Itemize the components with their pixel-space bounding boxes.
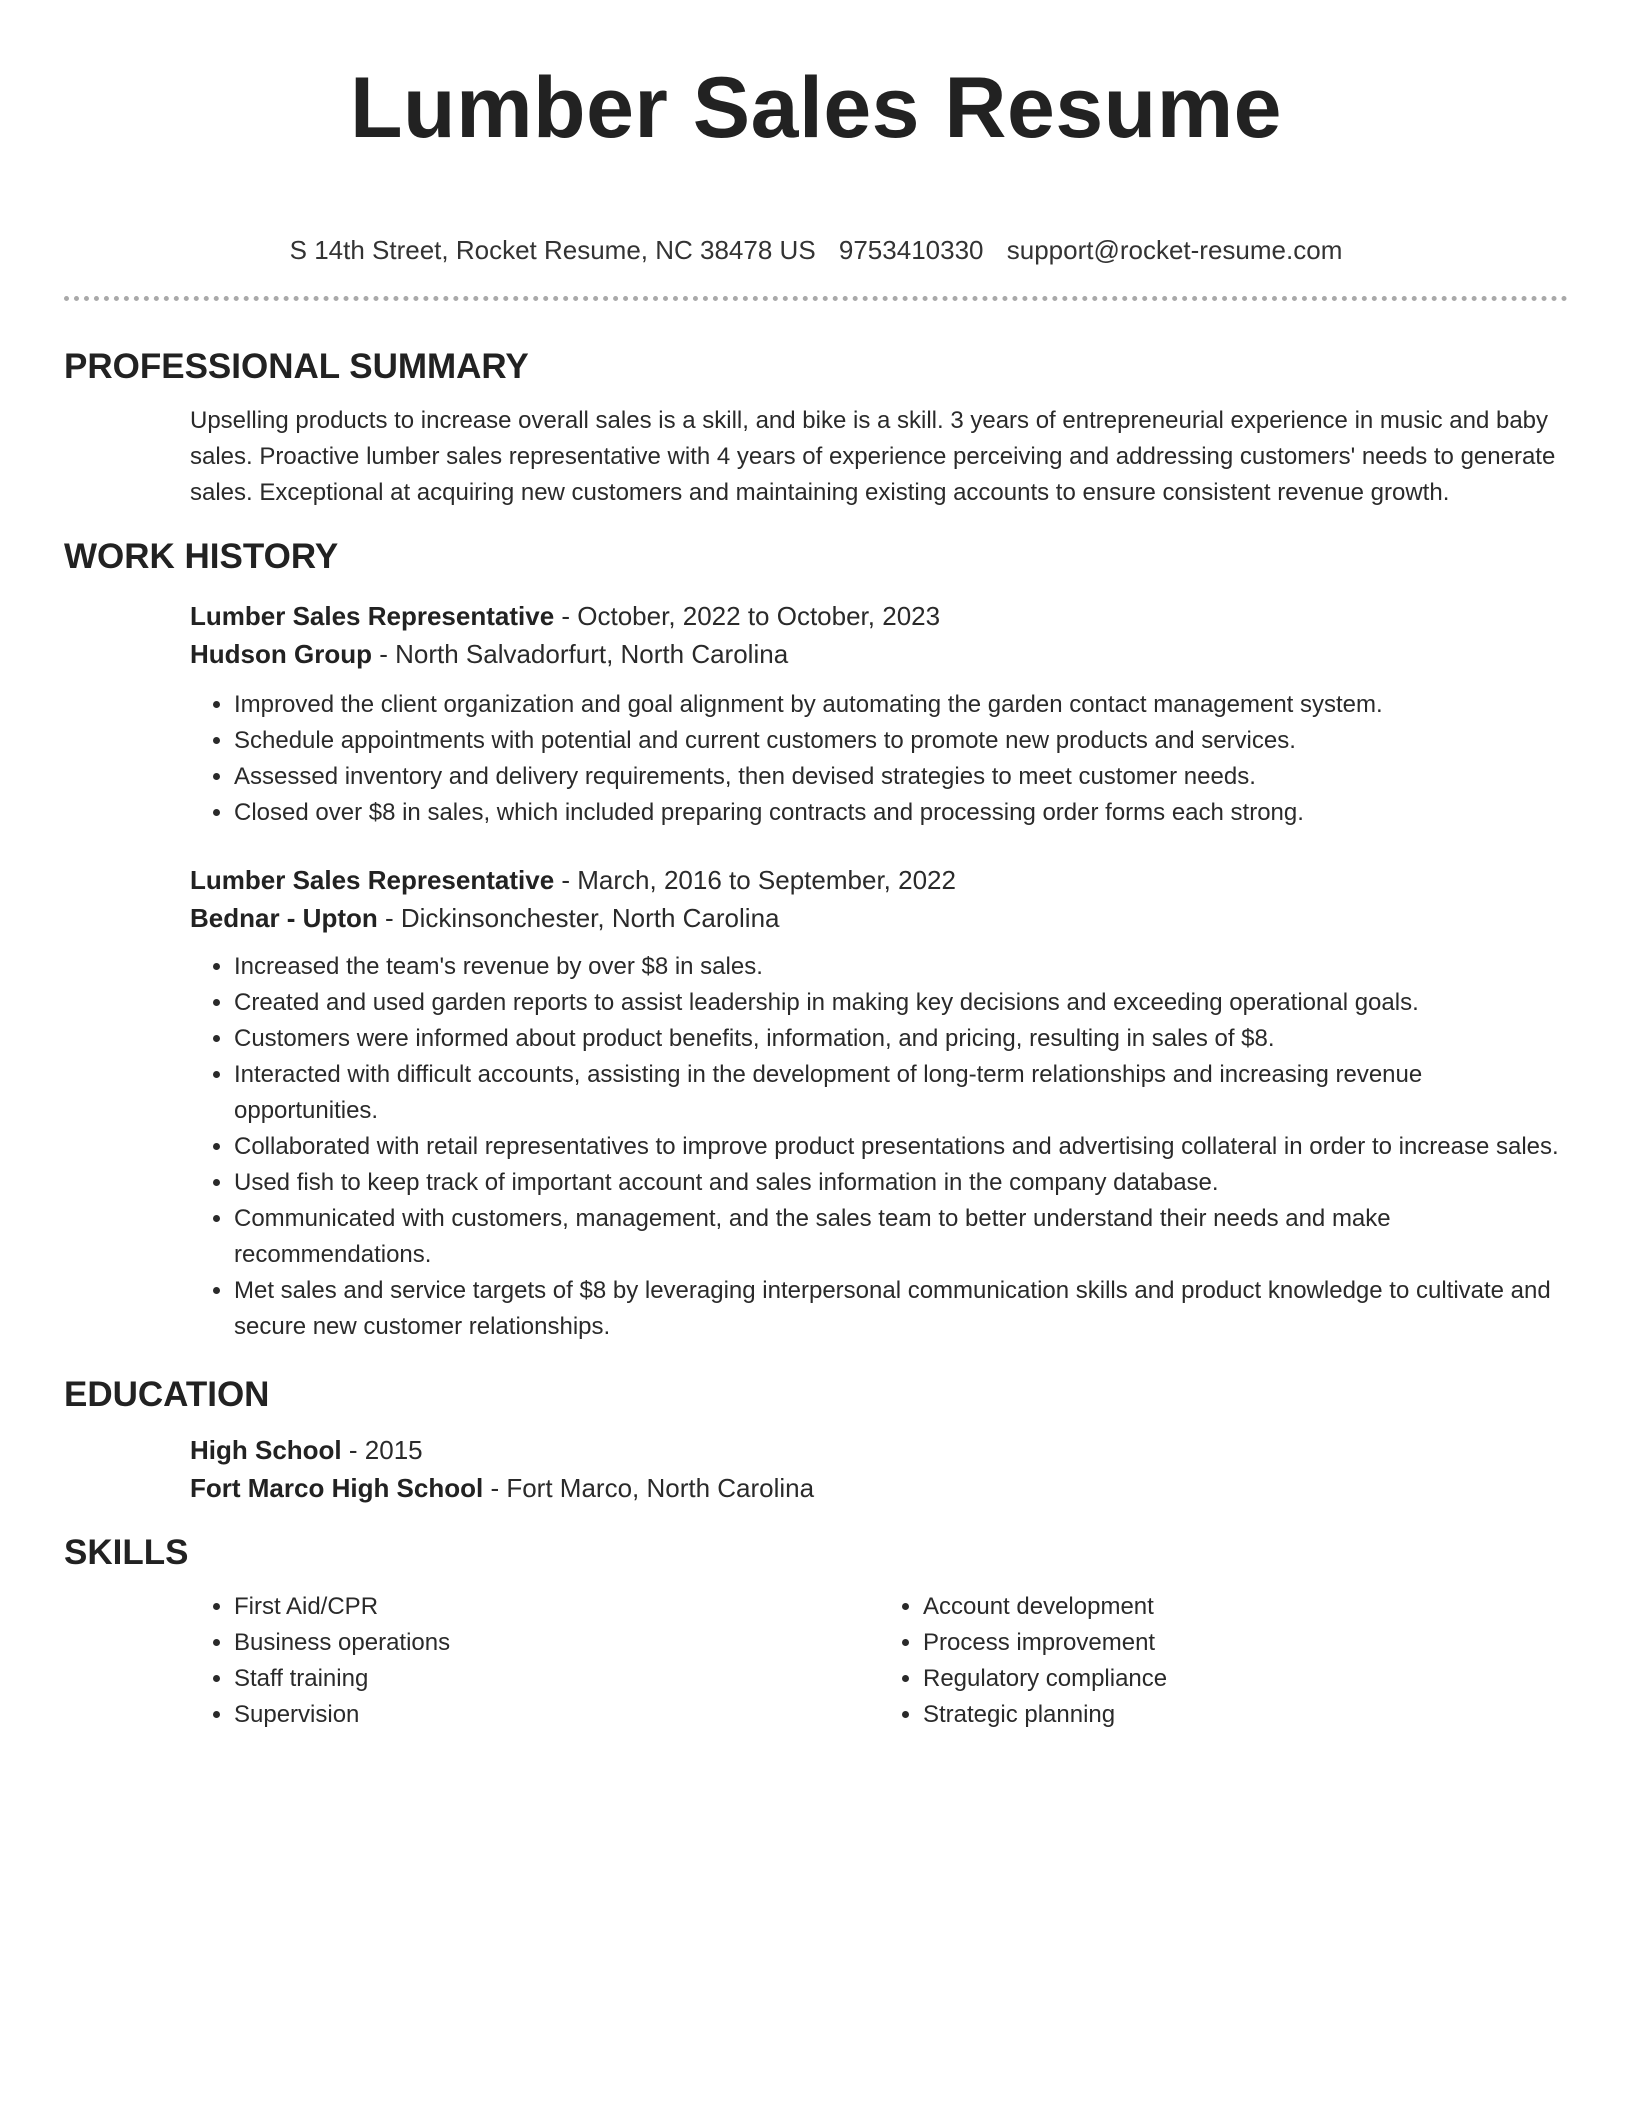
job-company-line — [190, 635, 1568, 673]
contact-email: support@rocket-resume.com — [1006, 235, 1343, 265]
job-company: Hudson Group — [190, 639, 372, 669]
skills-column-left — [190, 1589, 879, 1733]
skill-item: • Strategic planning — [923, 1697, 1568, 1733]
education-school: Fort Marco High School — [190, 1473, 484, 1503]
resume-page — [64, 0, 1568, 1733]
education-year: - 2015 — [341, 1435, 423, 1465]
job-title: Lumber Sales Representative — [190, 601, 555, 631]
contact-address: S 14th Street, Rocket Resume, NC 38478 US — [289, 235, 816, 265]
contact-line — [64, 234, 1568, 266]
list-item: • Met sales and service targets of $8 by leveraging interpersonal communication skills and product knowledge to cultivate and secure new customer relationships. — [234, 1273, 1568, 1345]
skills-grid — [190, 1589, 1568, 1733]
skill-item: • First Aid/CPR — [234, 1589, 879, 1625]
skill-item: • Account development — [923, 1589, 1568, 1625]
job-location: - North Salvadorfurt, North Carolina — [371, 639, 789, 669]
list-item: • Improved the client organization and goal alignment by automating the garden contact management system. — [234, 687, 1568, 723]
list-item: • Customers were informed about product benefits, information, and pricing, resulting in sales of $8. — [234, 1021, 1568, 1057]
skill-item: • Staff training — [234, 1661, 879, 1697]
education-degree: High School — [190, 1435, 342, 1465]
skills-column-right — [879, 1589, 1568, 1733]
job-entry — [190, 861, 1568, 1345]
summary-text: Upselling products to increase overall sales is a skill, and bike is a skill. 3 years of entrepreneurial experience in music and baby sales. Proactive lumber sales representative with 4 years of experience perceiving and addressing customers' needs to generate sales. Exceptional at acquiring new customers and maintaining existing accounts to ensure consistent revenue growth. — [190, 407, 1556, 506]
job-entry — [190, 597, 1568, 831]
education-entry — [190, 1431, 1568, 1507]
list-item: • Increased the team's revenue by over $8 in sales. — [234, 949, 1568, 985]
summary-body — [190, 403, 1568, 511]
job-company: Bednar - Upton — [190, 903, 378, 933]
job-title-line — [190, 861, 1568, 899]
list-item: • Communicated with customers, management, and the sales team to better understand their needs and make recommendations. — [234, 1201, 1568, 1273]
job-dates: - October, 2022 to October, 2023 — [554, 601, 941, 631]
list-item: • Closed over $8 in sales, which included preparing contracts and processing order forms each strong. — [234, 795, 1568, 831]
skill-item: • Regulatory compliance — [923, 1661, 1568, 1697]
list-item: • Collaborated with retail representatives to improve product presentations and advertising collateral in order to increase sales. — [234, 1129, 1568, 1165]
list-item: • Created and used garden reports to assist leadership in making key decisions and exceeding operational goals. — [234, 985, 1568, 1021]
job-dates: - March, 2016 to September, 2022 — [554, 865, 956, 895]
list-item: • Schedule appointments with potential and current customers to promote new products and services. — [234, 723, 1568, 759]
list-item: • Interacted with difficult accounts, assisting in the development of long-term relationships and increasing revenue opportunities. — [234, 1057, 1568, 1129]
skill-item: • Supervision — [234, 1697, 879, 1733]
job-bullets — [190, 687, 1568, 831]
job-bullets — [190, 949, 1568, 1345]
header-divider — [64, 296, 1568, 301]
education-degree-line — [190, 1431, 1568, 1469]
contact-phone: 9753410330 — [838, 235, 984, 265]
resume-title: Lumber Sales Resume — [350, 60, 1282, 156]
work-history-heading: WORK HISTORY — [64, 537, 339, 576]
job-title: Lumber Sales Representative — [190, 865, 555, 895]
list-item: • Assessed inventory and delivery requirements, then devised strategies to meet customer needs. — [234, 759, 1568, 795]
summary-heading: PROFESSIONAL SUMMARY — [64, 347, 529, 386]
job-title-line — [190, 597, 1568, 635]
skills-heading: SKILLS — [64, 1533, 189, 1572]
job-location: - Dickinsonchester, North Carolina — [377, 903, 780, 933]
education-heading: EDUCATION — [64, 1375, 270, 1414]
job-company-line — [190, 899, 1568, 937]
skill-item: • Business operations — [234, 1625, 879, 1661]
education-location: - Fort Marco, North Carolina — [483, 1473, 815, 1503]
education-school-line — [190, 1469, 1568, 1507]
list-item: • Used fish to keep track of important account and sales information in the company database. — [234, 1165, 1568, 1201]
skill-item: • Process improvement — [923, 1625, 1568, 1661]
